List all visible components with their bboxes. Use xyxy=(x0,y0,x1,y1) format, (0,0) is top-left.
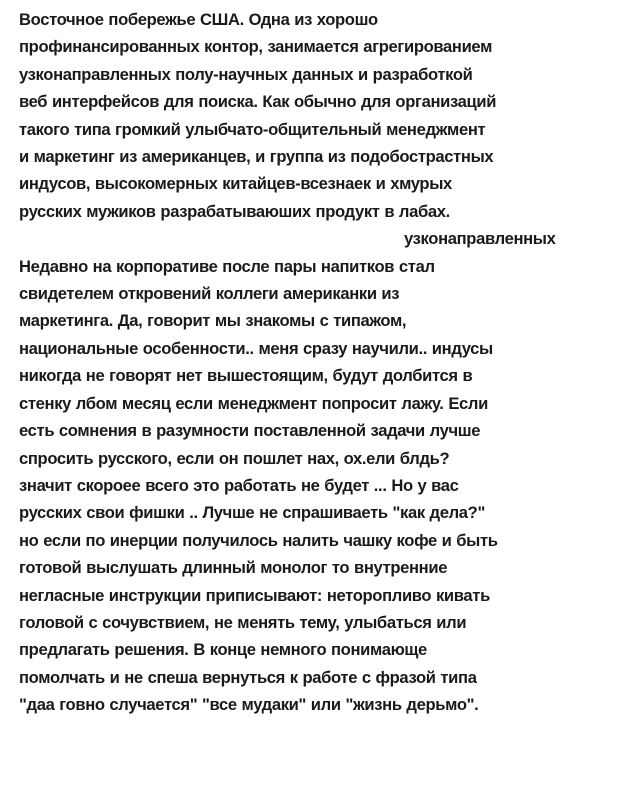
text-line: Недавно на корпоративе после пары напитков стал xyxy=(19,256,435,276)
text-line: Восточное побережье США. Одна из хорошо xyxy=(19,10,378,29)
text-line: национальные особенности.. меня сразу научили.. индусы xyxy=(19,338,493,358)
text-line: индусов, высокомерных китайцев-всезнаек и хмурых xyxy=(19,174,452,194)
text-line: помолчать и не спеша вернуться к работе с фразой типа xyxy=(19,667,477,687)
text-line: предлагать решения. В конце немного понимающе xyxy=(19,640,427,660)
text-line: негласные инструкции приписывают: неторопливо кивать xyxy=(19,585,490,605)
text-line: стенку лбом месяц если менеджмент попросит лажу. Если xyxy=(19,393,488,413)
text-line: такого типа громкий улыбчато-общительный менеджмент xyxy=(19,119,486,139)
text-line: есть сомнения в разумности поставленной задачи лучше xyxy=(19,421,481,441)
text-line: "даа говно случается" "все мудаки" или "жизнь дерьмо". xyxy=(19,695,479,715)
text-line: головой с сочувствием, не менять тему, улыбаться или xyxy=(19,612,467,632)
text-line: русских мужиков разрабатываюших продукт в лабах. xyxy=(19,201,450,221)
text-line-right-aligned: узконаправленных xyxy=(404,229,556,249)
text-line: но если по инерции получилось налить чашку кофе и быть xyxy=(19,530,498,550)
text-line: готовой выслушать длинный монолог то внутренние xyxy=(19,558,448,578)
text-line: профинансированных контор, занимается агрегированием xyxy=(19,37,493,57)
text-line: никогда не говорят нет вышестоящим, будут долбится в xyxy=(19,366,473,386)
text-line: спросить русского, если он пошлет нах, ох.ели блдь? xyxy=(19,448,450,468)
text-line: веб интерфейсов для поиска. Как обычно для организаций xyxy=(19,92,497,112)
text-line: и маркетинг из американцев, и группа из подобострастных xyxy=(19,147,494,167)
text-line: свидетелем откровений коллеги американки из xyxy=(19,284,400,304)
text-line: значит скорoее всего это работать не будет ... Но у вас xyxy=(19,475,459,495)
text-line: маркетинга. Да, говорит мы знакомы с типажом, xyxy=(19,311,407,331)
text-line: русских свои фишки .. Лучше не спрашиваеть "как дела?" xyxy=(19,503,485,523)
text-line: узконаправленных полу-научных данных и разработкой xyxy=(19,64,473,84)
